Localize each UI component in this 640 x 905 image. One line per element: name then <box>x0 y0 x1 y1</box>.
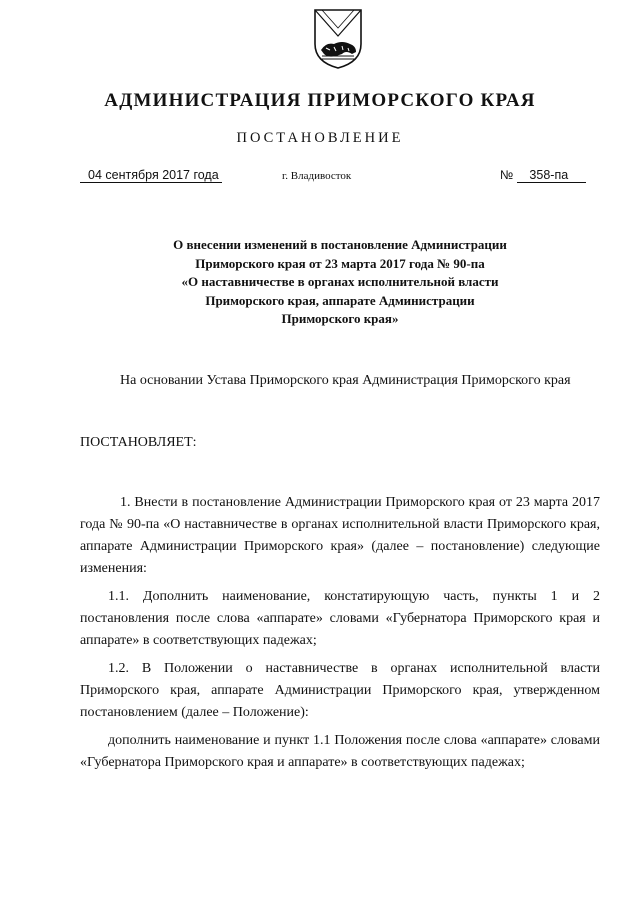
document-number-value: 358-па <box>517 168 586 183</box>
preamble-paragraph: На основании Устава Приморского края Администрация Приморского края <box>120 373 571 388</box>
subject-line: Приморского края, аппарате Администрации <box>205 292 475 308</box>
clause-1-2-a: дополнить наименование и пункт 1.1 Положения после слова «аппарате» словами «Губернатора Приморского края и аппарате» в соответствующих падежах; <box>80 733 600 770</box>
document-date <box>80 168 222 182</box>
document-date-value: 04 сентября 2017 года <box>80 168 222 183</box>
document-body <box>80 370 600 774</box>
clause-1: 1. Внести в постановление Администрации Приморского края от 23 марта 2017 года № 90-па «О наставничестве в органах исполнительной власти Приморского края, аппарате Администрации Приморского края» (далее – постановление) следующие изменения: <box>80 495 600 576</box>
header-title: АДМИНИСТРАЦИЯ ПРИМОРСКОГО КРАЯ <box>104 90 536 111</box>
document-type: ПОСТАНОВЛЕНИЕ <box>236 130 404 146</box>
postanovlyaet-heading: ПОСТАНОВЛЯЕТ: <box>80 435 197 450</box>
clause-1-2: 1.2. В Положении о наставничестве в органах исполнительной власти Приморского края, аппарате Администрации Приморского края, утвержденном постановлением (далее – Положение): <box>80 661 600 720</box>
subject-line: Приморского края от 23 марта 2017 года № 90-па <box>195 255 485 271</box>
document-number <box>500 168 586 182</box>
document-city: г. Владивосток <box>282 170 352 182</box>
subject-line: «О наставничестве в органах исполнительной власти <box>181 274 499 289</box>
subject-line: О внесении изменений в постановление Администрации <box>173 237 507 252</box>
document-subject <box>140 236 540 329</box>
number-sign: № <box>500 168 514 182</box>
subject-line: Приморского края» <box>281 311 399 326</box>
coat-of-arms-tiger-icon <box>312 6 364 70</box>
clause-1-1: 1.1. Дополнить наименование, констатирующую часть, пункты 1 и 2 постановления после слова «аппарате» словами «Губернатора Приморского края и аппарате» в соответствующих падежах; <box>80 589 600 648</box>
